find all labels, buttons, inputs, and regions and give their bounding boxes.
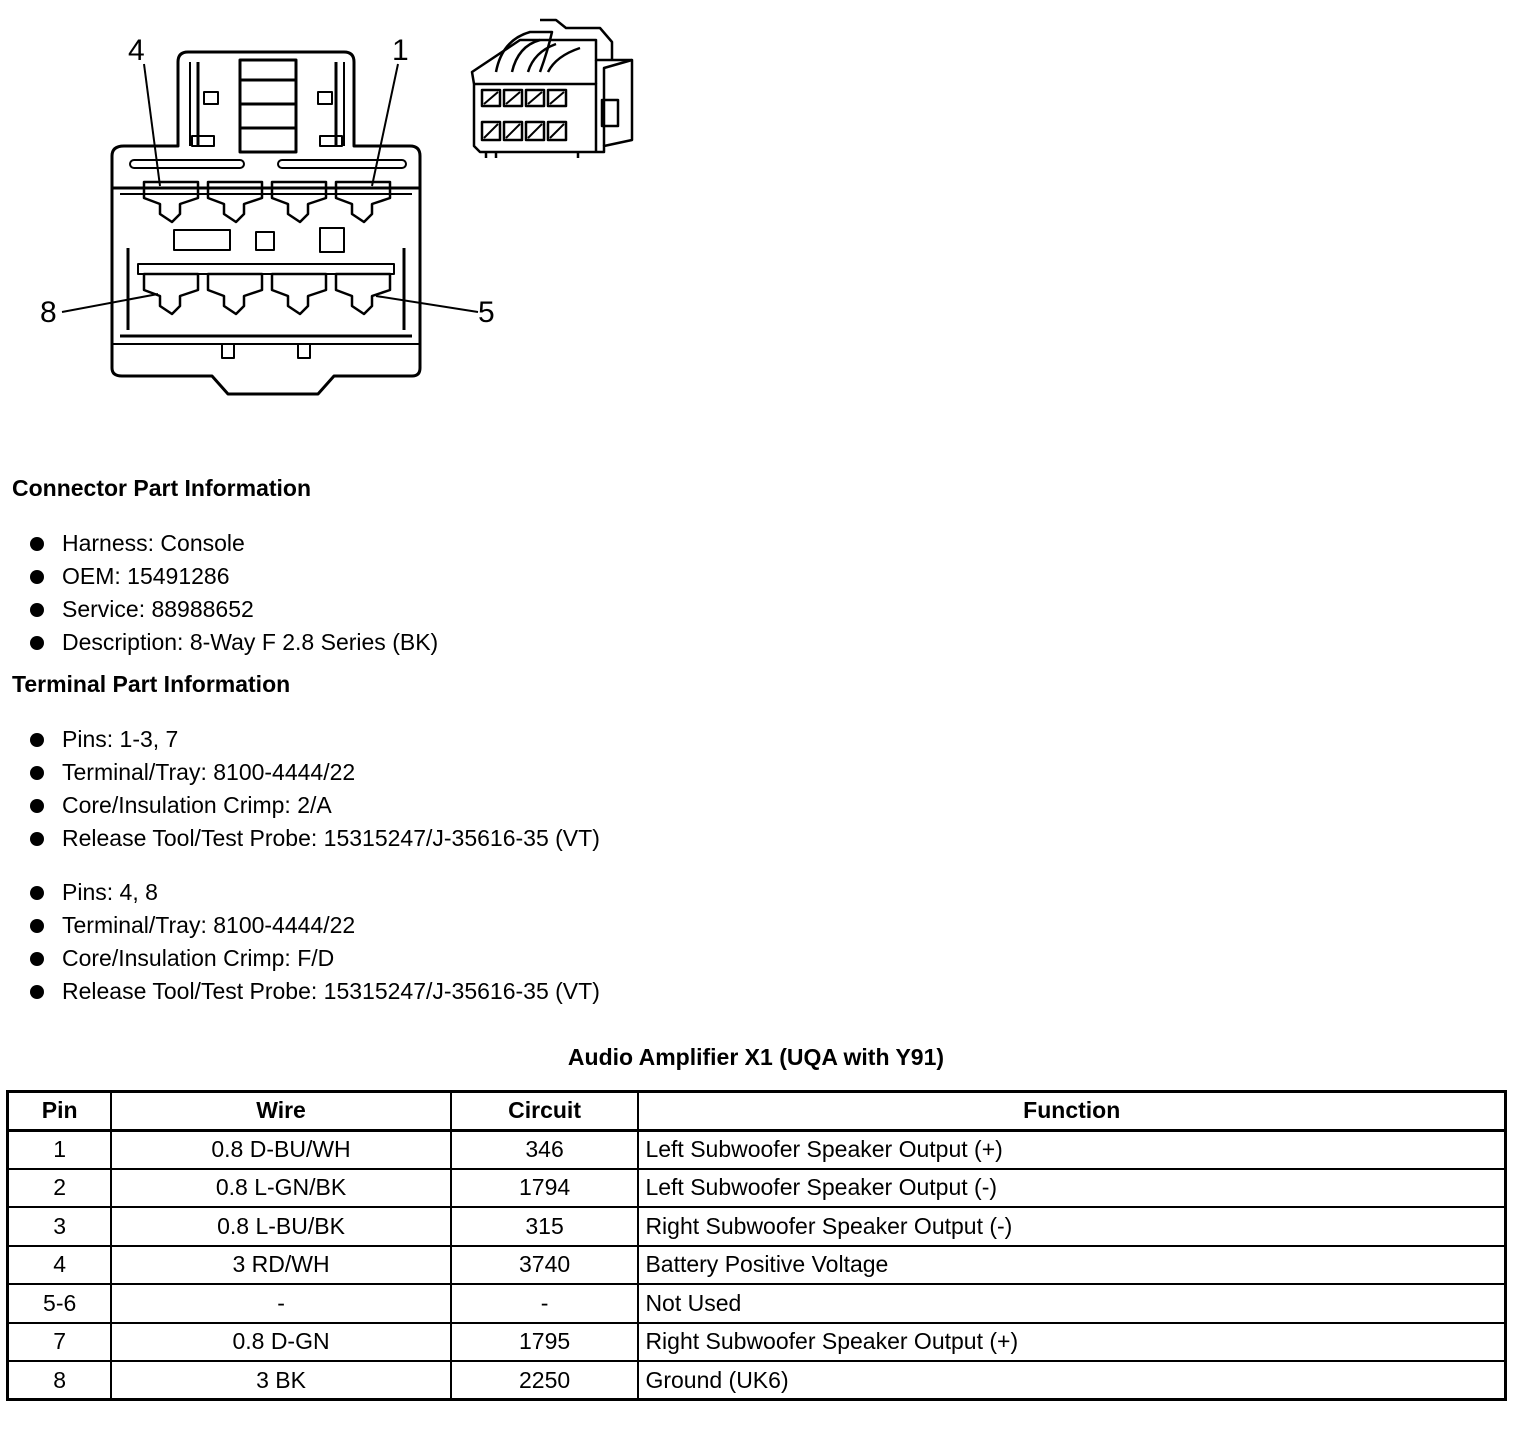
cell-pin: 3 [8,1207,112,1246]
column-header-function: Function [638,1092,1505,1131]
cell-wire: 0.8 L-GN/BK [111,1169,450,1208]
connector-diagram [0,0,700,420]
table-row [8,1246,1506,1285]
cell-function: Right Subwoofer Speaker Output (-) [638,1207,1505,1246]
terminal-group-2-list [28,876,600,1008]
cell-circuit: - [451,1284,639,1323]
cell-circuit: 1795 [451,1323,639,1362]
cell-circuit: 2250 [451,1361,639,1400]
list-item: Terminal/Tray: 8100-4444/22 [28,756,600,789]
connector-isometric-view [472,20,632,158]
cell-wire: 0.8 D-BU/WH [111,1130,450,1169]
cell-wire: 3 RD/WH [111,1246,450,1285]
list-item: Release Tool/Test Probe: 15315247/J-35616-35 (VT) [28,975,600,1008]
cell-pin: 5-6 [8,1284,112,1323]
table-row [8,1130,1506,1169]
table-row [8,1361,1506,1400]
cell-wire: 3 BK [111,1361,450,1400]
column-header-pin: Pin [8,1092,112,1131]
bottom-terminal-row [144,274,390,314]
cell-function: Battery Positive Voltage [638,1246,1505,1285]
terminal-part-info-heading: Terminal Part Information [12,671,291,697]
cell-function: Ground (UK6) [638,1361,1505,1400]
table-row [8,1169,1506,1208]
pin-table [6,1090,1507,1401]
pin-label-8: 8 [40,296,57,329]
list-item: Pins: 4, 8 [28,876,600,909]
list-item: Harness: Console [28,527,438,560]
cell-circuit: 1794 [451,1169,639,1208]
list-item: Description: 8-Way F 2.8 Series (BK) [28,626,438,659]
list-item: Service: 88988652 [28,593,438,626]
connector-part-info-heading: Connector Part Information [12,475,312,501]
cell-pin: 2 [8,1169,112,1208]
column-header-circuit: Circuit [451,1092,639,1131]
cell-pin: 7 [8,1323,112,1362]
list-item: OEM: 15491286 [28,560,438,593]
table-header-row [8,1092,1506,1131]
pin-label-4: 4 [128,34,145,67]
list-item: Terminal/Tray: 8100-4444/22 [28,909,600,942]
cell-circuit: 315 [451,1207,639,1246]
list-item: Core/Insulation Crimp: 2/A [28,789,600,822]
list-item: Pins: 1-3, 7 [28,723,600,756]
table-title: Audio Amplifier X1 (UQA with Y91) [567,1044,945,1070]
pin-label-5: 5 [478,296,495,329]
cell-function: Left Subwoofer Speaker Output (+) [638,1130,1505,1169]
cell-function: Right Subwoofer Speaker Output (+) [638,1323,1505,1362]
list-item: Core/Insulation Crimp: F/D [28,942,600,975]
list-item: Release Tool/Test Probe: 15315247/J-35616-35 (VT) [28,822,600,855]
cell-circuit: 3740 [451,1246,639,1285]
cell-wire: 0.8 D-GN [111,1323,450,1362]
cell-pin: 1 [8,1130,112,1169]
terminal-group-1-list [28,723,600,855]
table-row [8,1284,1506,1323]
column-header-wire: Wire [111,1092,450,1131]
leader-line-5 [376,296,478,312]
table-row [8,1323,1506,1362]
cell-function: Not Used [638,1284,1505,1323]
cell-wire: - [111,1284,450,1323]
connector-part-info-list [28,527,438,659]
cell-wire: 0.8 L-BU/BK [111,1207,450,1246]
pin-label-1: 1 [392,34,409,67]
cell-pin: 8 [8,1361,112,1400]
cell-function: Left Subwoofer Speaker Output (-) [638,1169,1505,1208]
cell-pin: 4 [8,1246,112,1285]
cell-circuit: 346 [451,1130,639,1169]
leader-line-8 [62,294,158,312]
table-row [8,1207,1506,1246]
latch [240,60,296,152]
